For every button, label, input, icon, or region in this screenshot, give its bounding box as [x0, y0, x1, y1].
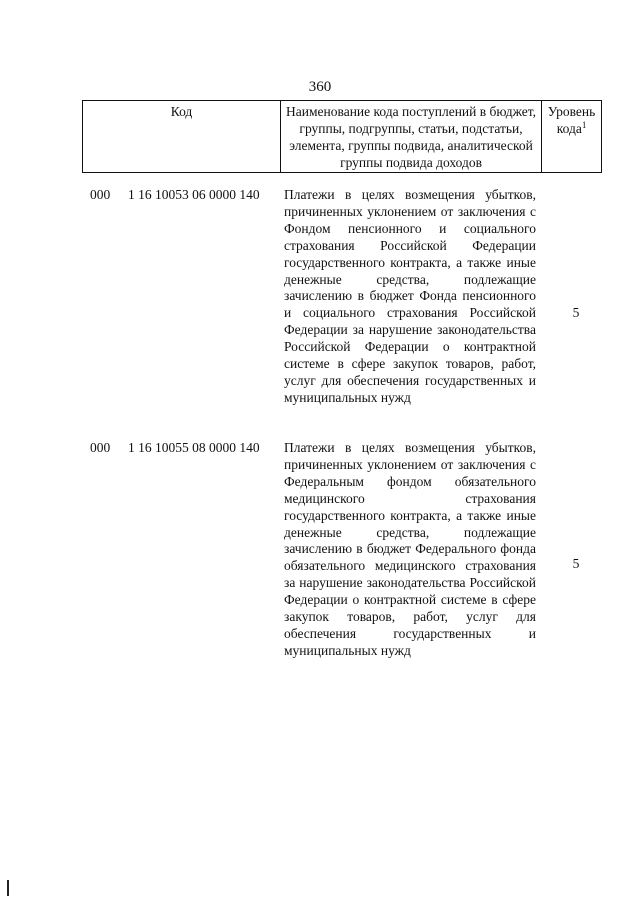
row-name: Платежи в целях возмещения убытков, причиненных уклонением от заключения с Фондом пенсионного и социального страхования Российской Федерации государственного контракта, а также иные денежные средства, подлежащие зачислению в бюджет Фонда пенсионного и социального страхования Российской Федерации за нарушение законодательства Российской Федерации о контрактной системе в сфере закупок товаров, работ, услуг для обеспечения государственных и муниципальных нужд: [284, 187, 536, 405]
header-level-text: Уровень кода: [547, 104, 596, 136]
row-admin-code: 000: [90, 440, 111, 455]
header-code: Код: [83, 101, 281, 173]
header-level-footnote: 1: [581, 120, 587, 130]
row-level: 5: [572, 556, 580, 571]
table-header-row: [83, 101, 602, 173]
header-name: Наименование кода поступлений в бюджет, группы, подгруппы, статьи, подстатьи, элемента, группы подвида, аналитической группы подвида доходов: [281, 101, 542, 173]
row-level: 5: [572, 305, 580, 320]
row-code: 1 16 10055 08 0000 140: [128, 440, 260, 455]
scan-edge-mark: [7, 880, 9, 896]
header-level: [542, 101, 602, 173]
row-code: 1 16 10053 06 0000 140: [128, 187, 260, 202]
table-header: [82, 100, 602, 173]
page-number: 360: [308, 79, 332, 95]
row-admin-code: 000: [90, 187, 111, 202]
row-name: Платежи в целях возмещения убытков, причиненных уклонением от заключения с Федеральным фондом обязательного медицинского страхования государственного контракта, а также иные денежные средства, подлежащие зачислению в бюджет Федерального фонда обязательного медицинского страхования за нарушение законодательства Российской Федерации о контрактной системе в сфере закупок товаров, работ, услуг для обеспечения государственных и муниципальных нужд: [284, 440, 536, 658]
